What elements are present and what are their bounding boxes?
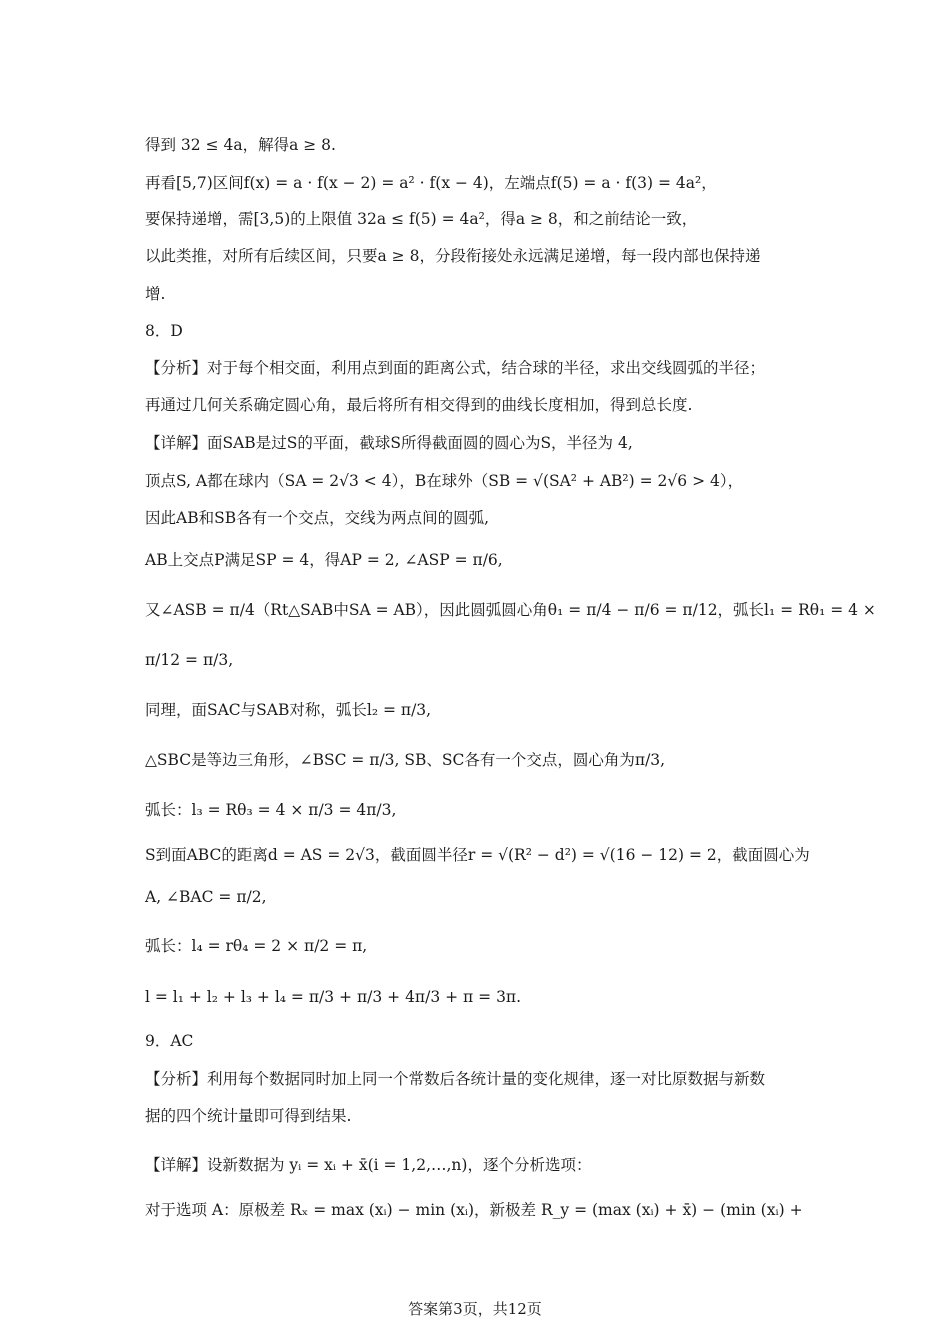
text-line: 再通过几何关系确定圆心角，最后将所有相交得到的曲线长度相加，得到总长度. — [145, 396, 693, 414]
text-line: A, ∠BAC = π/2, — [145, 888, 267, 906]
text-line: 再看[5,7)区间f(x) = a · f(x − 2) = a² · f(x − 4)，左端点f(5) = a · f(3) = 4a²， — [145, 174, 717, 192]
text-line: 同理，面SAC与SAB对称，弧长l₂ = π/3, — [145, 701, 432, 719]
text-line: 因此AB和SB各有一个交点，交线为两点间的圆弧, — [145, 509, 490, 527]
detail-heading-line: 【详解】面SAB是过S的平面，截球S所得截面圆的圆心为S，半径为 4, — [145, 434, 633, 452]
question-number: 9．AC — [145, 1032, 194, 1050]
analysis-heading-line: 【分析】对于每个相交面，利用点到面的距离公式，结合球的半径，求出交线圆弧的半径； — [145, 359, 766, 377]
question-number: 8．D — [145, 322, 183, 340]
text-line: S到面ABC的距离d = AS = 2√3，截面圆半径r = √(R² − d²) = √(16 − 12) = 2，截面圆心为 — [145, 846, 810, 864]
text-line: 增. — [145, 285, 166, 303]
text-line: 弧长：l₄ = rθ₄ = 2 × π/2 = π, — [145, 937, 368, 955]
text-line: 对于选项 A：原极差 Rₓ = max (xᵢ) − min (xᵢ)，新极差 R_y = (max (xᵢ) + x̄) − (min (xᵢ) + — [145, 1201, 803, 1219]
page-footer: 答案第3页，共12页 — [408, 1300, 542, 1318]
text-line: 以此类推，对所有后续区间，只要a ≥ 8，分段衔接处永远满足递增，每一段内部也保持递 — [145, 247, 761, 265]
text-line: AB上交点P满足SP = 4，得AP = 2, ∠ASP = π/6, — [145, 551, 503, 569]
text-line: 得到 32 ≤ 4a，解得a ≥ 8. — [145, 136, 336, 154]
text-line: 要保持递增，需[3,5)的上限值 32a ≤ f(5) = 4a²，得a ≥ 8，和之前结论一致， — [145, 210, 698, 228]
detail-heading-line: 【详解】设新数据为 yᵢ = xᵢ + x̄(i = 1,2,…,n)，逐个分析选项： — [145, 1156, 592, 1174]
text-line: △SBC是等边三角形，∠BSC = π/3, SB、SC各有一个交点，圆心角为π/3, — [145, 751, 666, 769]
text-line: 弧长：l₃ = Rθ₃ = 4 × π/3 = 4π/3, — [145, 801, 397, 819]
text-line: l = l₁ + l₂ + l₃ + l₄ = π/3 + π/3 + 4π/3 + π = 3π. — [145, 988, 522, 1006]
analysis-heading-line: 【分析】利用每个数据同时加上同一个常数后各统计量的变化规律，逐一对比原数据与新数 — [145, 1070, 766, 1088]
text-line: 据的四个统计量即可得到结果. — [145, 1107, 352, 1125]
text-line: π/12 = π/3, — [145, 651, 234, 669]
text-line: 顶点S, A都在球内（SA = 2√3 < 4），B在球外（SB = √(SA² + AB²) = 2√6 > 4）， — [145, 472, 744, 490]
text-line: 又∠ASB = π/4（Rt△SAB中SA = AB），因此圆弧圆心角θ₁ = π/4 − π/6 = π/12，弧长l₁ = Rθ₁ = 4 × — [145, 601, 876, 619]
